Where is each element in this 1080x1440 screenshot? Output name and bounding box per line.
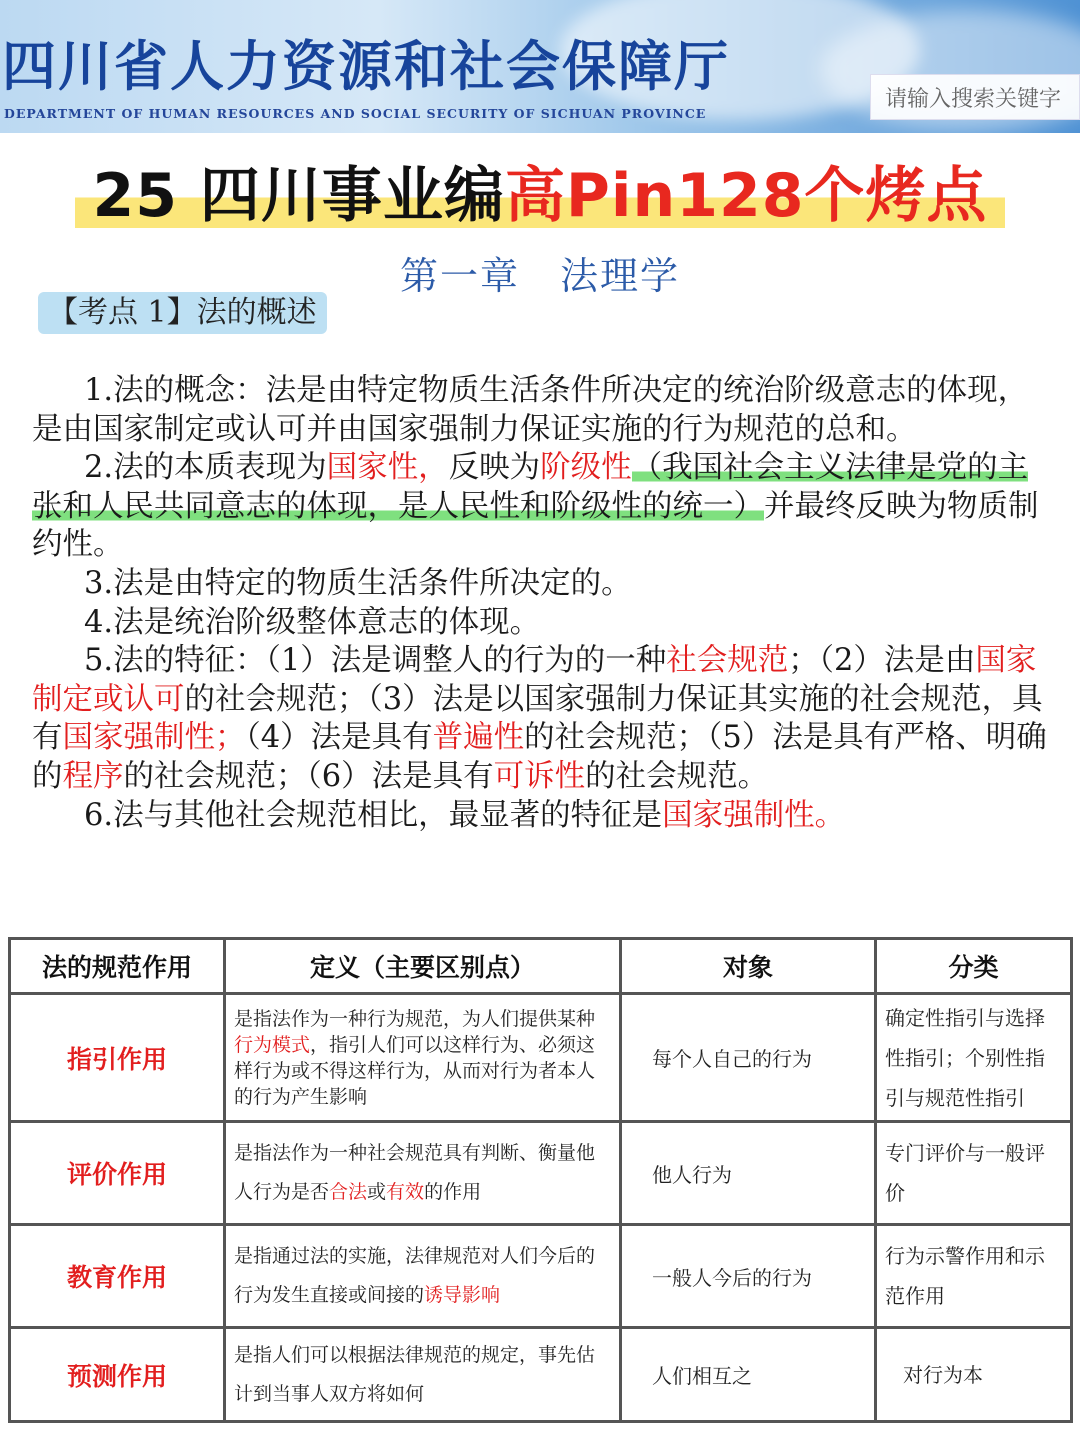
highlight-text: 阶级性 (540, 450, 632, 486)
department-subtitle: DEPARTMENT OF HUMAN RESOURCES AND SOCIAL SECURITY OF SICHUAN PROVINCE (4, 106, 707, 121)
highlight-text: 普遍性 (432, 720, 525, 756)
text: ，指引人们可以这样行为、必须这样行为或不得这样行为，从而对行为者本人的行为产生影响 (234, 1033, 596, 1108)
point-5 (32, 642, 1052, 796)
function-category: 专门评价与一般评价 (876, 1122, 1072, 1225)
text: 反映为 (448, 450, 541, 486)
table-row (10, 1328, 1072, 1422)
text: 的社会规范；（5）法是具有严格、明确的 (32, 720, 1047, 794)
highlight-text: 国家性， (326, 450, 449, 486)
function-name: 评价作用 (10, 1122, 225, 1225)
function-category: 行为示警作用和示范作用 (876, 1225, 1072, 1328)
text: 的社会规范；（6）法是具有 (123, 758, 494, 794)
point-2 (32, 449, 1052, 565)
function-definition (225, 1225, 621, 1328)
function-name: 指引作用 (10, 994, 225, 1122)
chapter-heading: 第一章 法理学 (399, 254, 680, 298)
department-title: 四川省人力资源和社会保障厅 (2, 35, 730, 98)
text: ；（2）法是由 (788, 643, 976, 679)
highlight-text: 程序 (62, 758, 124, 794)
page-title (0, 158, 1080, 234)
table-header: 对象 (621, 939, 876, 994)
highlight-text: 国家制定或认可 (32, 643, 1037, 717)
highlight-text: 合法 (329, 1181, 368, 1203)
title-highlight (75, 158, 1006, 234)
text: 或 (367, 1181, 387, 1203)
search-input[interactable]: 请输入搜索关键字 (870, 74, 1080, 120)
text: 6.法与其他社会规范相比，最显著的特征是 (84, 797, 663, 833)
text: 的社会规范；（3）法是以国家强制力保证其实施的社会规范，具有 (32, 681, 1043, 756)
text: 的社会规范。 (585, 758, 769, 794)
table-header: 定义（主要区别点） (225, 939, 621, 994)
text: （4）法是具有 (245, 720, 433, 756)
text: 是指法作为一种社会规范具有判断、衡量他人行为是否 (234, 1142, 596, 1203)
function-definition (225, 1122, 621, 1225)
highlight-text: 行为模式 (234, 1033, 311, 1056)
title-black-part: 25 四川事业编 (92, 161, 505, 231)
highlight-text: 国家强制性。 (662, 797, 846, 833)
point-1: 1.法的概念：法是由特定物质生活条件所决定的统治阶级意志的体现，是由国家制定或认可并由国家强制力保证实施的行为规范的总和。 (32, 373, 1029, 447)
function-object: 一般人今后的行为 (621, 1225, 876, 1328)
highlight-text: 诱导影响 (424, 1284, 501, 1306)
function-object: 他人行为 (621, 1122, 876, 1225)
function-category: 确定性指引与选择性指引；个别性指引与规范性指引 (876, 994, 1072, 1122)
section-badge: 【考点 1】法的概述 (38, 292, 327, 334)
text: 的作用 (424, 1181, 482, 1203)
table-header-row (10, 939, 1072, 994)
text: 是指通过法的实施，法律规范对人们今后的行为发生直接或间接的 (234, 1245, 596, 1306)
header-banner (0, 0, 1080, 133)
table-header: 分类 (876, 939, 1072, 994)
norm-function-table (8, 937, 1073, 1423)
title-red-part: 高Pin128个烤点 (504, 161, 988, 231)
highlight-text: 社会规范 (666, 643, 789, 679)
function-name: 预测作用 (10, 1328, 225, 1422)
text: 并最终反映为物质制约性。 (32, 488, 1039, 563)
table-row (10, 994, 1072, 1122)
function-name: 教育作用 (10, 1225, 225, 1328)
green-highlight-text: （我国社会主义法律是党的主张和人民共同意志的体现，是人民性和阶级性的统一） (32, 450, 1029, 524)
table-row (10, 1225, 1072, 1328)
function-definition: 是指人们可以根据法律规范的规定，事先估计到当事人双方将如何 (225, 1328, 621, 1422)
function-object: 每个人自己的行为 (621, 994, 876, 1122)
text: 5.法的特征：（1）法是调整人的行为的一种 (84, 643, 667, 679)
text: 2.法的本质表现为 (84, 450, 327, 486)
function-category: 对行为本 (876, 1328, 1072, 1422)
highlight-text: 国家强制性； (62, 720, 246, 756)
point-4: 4.法是统治阶级整体意志的体现。 (84, 604, 541, 640)
table-header: 法的规范作用 (10, 939, 225, 994)
text: 是指法作为一种行为规范，为人们提供某种 (234, 1007, 596, 1030)
function-object: 人们相互之 (621, 1328, 876, 1422)
function-definition (225, 994, 621, 1122)
highlight-text: 有效 (386, 1181, 425, 1203)
content-body (32, 372, 1052, 835)
point-3: 3.法是由特定的物质生活条件所决定的。 (84, 565, 632, 601)
table-row (10, 1122, 1072, 1225)
highlight-text: 可诉性 (493, 758, 586, 794)
point-6 (32, 797, 1052, 836)
